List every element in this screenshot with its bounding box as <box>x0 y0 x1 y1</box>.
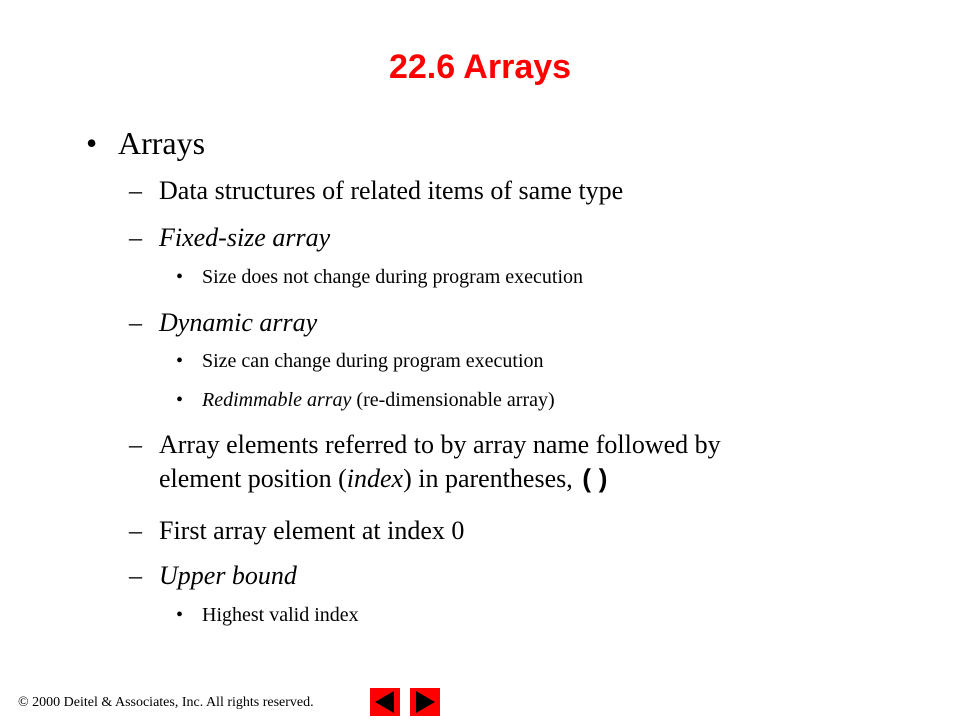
text-fragment: element position ( <box>159 464 347 493</box>
dash-marker: – <box>129 561 142 590</box>
redimmable-rest: (re-dimensionable array) <box>351 389 555 411</box>
redimmable-term: Redimmable array <box>202 389 352 411</box>
sub-first-element: First array element at index 0 <box>159 516 465 545</box>
note-fixed-size: Size does not change during program execution <box>202 266 583 288</box>
copyright-footer <box>18 695 314 711</box>
sub-array-elements-line2 <box>159 464 610 495</box>
bullet-marker: • <box>176 604 184 626</box>
arrow-left-icon <box>370 688 400 716</box>
bullet-marker: • <box>176 350 184 372</box>
copyright-text: 2000 Deitel & Associates, Inc. All rights reserved. <box>28 695 314 710</box>
bullet-marker: • <box>176 266 184 288</box>
previous-slide-button[interactable] <box>370 688 400 716</box>
dash-marker: – <box>129 516 142 545</box>
sub-array-elements-line1: Array elements referred to by array name followed by <box>159 430 721 459</box>
copyright-symbol: © <box>18 695 29 710</box>
slide-title: 22.6 Arrays <box>388 48 572 86</box>
bullet-marker: • <box>176 389 184 411</box>
bullet-arrays: Arrays <box>118 125 206 161</box>
index-term: index <box>346 464 404 493</box>
dash-marker: – <box>129 430 142 459</box>
sub-upper-bound: Upper bound <box>159 561 297 590</box>
note-redimmable <box>202 389 555 412</box>
arrow-right-icon <box>410 688 440 716</box>
dash-marker: – <box>129 223 142 252</box>
dash-marker: – <box>129 176 142 205</box>
note-upper-bound: Highest valid index <box>202 604 359 626</box>
dash-marker: – <box>129 308 142 337</box>
text-fragment: ) in parentheses, <box>403 464 580 493</box>
sub-data-structures: Data structures of related items of same type <box>159 176 624 205</box>
sub-dynamic-array: Dynamic array <box>159 308 318 337</box>
parentheses-code: () <box>579 465 611 495</box>
next-slide-button[interactable] <box>410 688 440 716</box>
note-dynamic: Size can change during program execution <box>202 350 544 372</box>
sub-fixed-size-array: Fixed-size array <box>159 223 331 252</box>
bullet-marker: • <box>86 125 98 161</box>
